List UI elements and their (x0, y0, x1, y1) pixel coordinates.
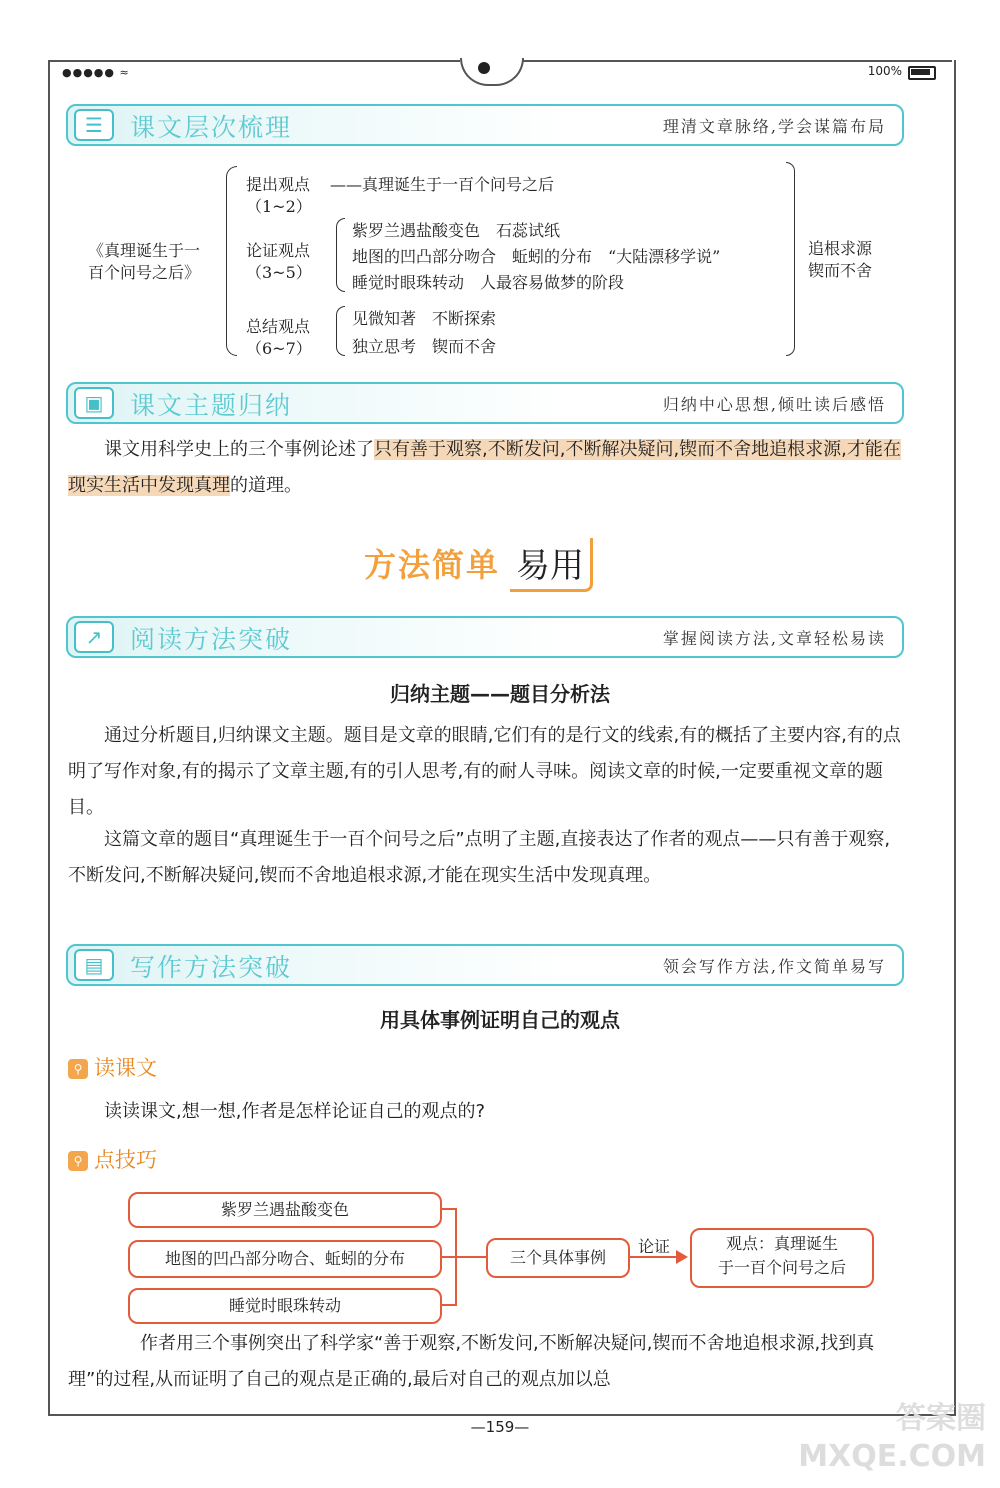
read-label-text: 读课文 (94, 1056, 157, 1080)
chart-icon: ↗ (74, 621, 114, 653)
right-summary: 锲而不舍 (808, 261, 873, 280)
point2-label: 论证观点 (246, 241, 311, 260)
arrow-label: 论证 (638, 1237, 671, 1256)
point1-text: ——真理诞生于一百个问号之后 (330, 175, 555, 194)
section-structure (66, 104, 904, 146)
theme-text: 的道理。 (230, 475, 302, 496)
section-subtitle: 领会写作方法,作文简单易写 (662, 957, 886, 976)
result-line: 于一百个问号之后 (717, 1258, 846, 1277)
theme-text: 课文用科学史上的三个事例论述了 (104, 439, 374, 460)
read-text: 读读课文,想一想,作者是怎样论证自己的观点的? (104, 1101, 485, 1122)
section-reading (66, 616, 904, 658)
point2-item: 睡觉时眼珠转动 人最容易做梦的阶段 (352, 273, 625, 292)
section-subtitle: 归纳中心思想,倾吐读后感悟 (662, 395, 886, 414)
section-title: 写作方法突破 (130, 953, 293, 982)
point2-item: 紫罗兰遇盐酸变色 石蕊试纸 (352, 221, 561, 240)
book-title-line1: 《真理诞生于一 (88, 241, 201, 260)
banner-right: 易用 (510, 538, 593, 592)
right-brace (786, 162, 795, 356)
section-theme (66, 382, 904, 424)
list-icon: ☰ (74, 109, 114, 141)
book-title-line2: 百个问号之后》 (88, 263, 201, 282)
arrow-head-icon (676, 1250, 688, 1264)
right-summary: 追根求源 (808, 239, 873, 258)
point2-range: （3~5） (246, 263, 312, 282)
battery-icon (908, 66, 936, 80)
section-title: 课文主题归纳 (130, 391, 293, 420)
reading-heading: 归纳主题——题目分析法 (390, 682, 610, 706)
point2-item: 地图的凹凸部分吻合 蚯蚓的分布 “大陆漂移学说” (352, 247, 721, 266)
connector-line (440, 1304, 456, 1306)
section-subtitle: 理清文章脉络,学会谋篇布局 (662, 117, 886, 136)
connector-line (440, 1256, 486, 1258)
result-line: 观点：真理诞生 (725, 1234, 838, 1253)
middle-box: 三个具体事例 (486, 1238, 630, 1278)
battery-label: 100% (867, 64, 902, 78)
tip-label-text: 点技巧 (94, 1148, 157, 1172)
section-title: 课文层次梳理 (130, 113, 293, 142)
theme-paragraph (68, 432, 902, 504)
magnifier-icon: ⚲ (68, 1059, 88, 1079)
point2-brace (336, 218, 345, 292)
conclusion-paragraph: 作者用三个事例突出了科学家“善于观察,不断发问,不断解决疑问,锲而不舍地追根求源,找到真理”的过程,从而证明了自己的观点是正确的,最后对自己的观点加以总 (68, 1333, 875, 1390)
banner-left: 方法简单 (364, 546, 501, 584)
section-writing (66, 944, 904, 986)
theme-highlight: 地追根求源,才能在现实生活中发现真理 (68, 439, 901, 496)
example-box: 睡觉时眼珠转动 (128, 1288, 442, 1324)
tip-label (68, 1144, 157, 1174)
result-box (690, 1228, 874, 1288)
page-number: —159— (470, 1418, 530, 1436)
watermark: 答案圈 MXQE.COM (798, 1401, 986, 1474)
picture-icon: ▣ (74, 387, 114, 419)
point1-range: （1~2） (246, 197, 312, 216)
read-label (68, 1052, 157, 1082)
point1-label: 提出观点 (246, 175, 311, 194)
point3-label: 总结观点 (246, 317, 311, 336)
left-brace (226, 166, 237, 356)
example-box: 地图的凹凸部分吻合、蚯蚓的分布 (128, 1240, 442, 1278)
camera-icon (478, 62, 490, 74)
point3-item: 独立思考 锲而不舍 (352, 337, 497, 356)
section-subtitle: 掌握阅读方法,文章轻松易读 (662, 629, 886, 648)
reading-paragraph: 通过分析题目,归纳课文主题。题目是文章的眼睛,它们有的是行文的线索,有的概括了主要内容,有的点明了写作对象,有的揭示了文章主题,有的引人思考,有的耐人寻味。阅读文章的时候,一定要重视文章的题目。 (68, 725, 901, 818)
point3-range: （6~7） (246, 339, 312, 358)
connector-line (455, 1208, 457, 1306)
document-icon: ▤ (74, 949, 114, 981)
reading-paragraph: 这篇文章的题目“真理诞生于一百个问号之后”点明了主题,直接表达了作者的观点——只有善于观察,不断发问,不断解决疑问,锲而不舍地追根求源,才能在现实生活中发现真理。 (68, 829, 891, 886)
theme-highlight: 只有善于观察,不断发问,不断解决疑问,锲而不舍 (374, 439, 752, 460)
point3-brace (336, 306, 345, 356)
example-box: 紫罗兰遇盐酸变色 (128, 1192, 442, 1228)
point3-item: 见微知著 不断探索 (352, 309, 497, 328)
writing-heading: 用具体事例证明自己的观点 (380, 1008, 620, 1032)
signal-icon: ●●●●● ≈ (62, 66, 130, 79)
section-title: 阅读方法突破 (130, 625, 293, 654)
connector-line (440, 1208, 456, 1210)
magnifier-icon: ⚲ (68, 1151, 88, 1171)
